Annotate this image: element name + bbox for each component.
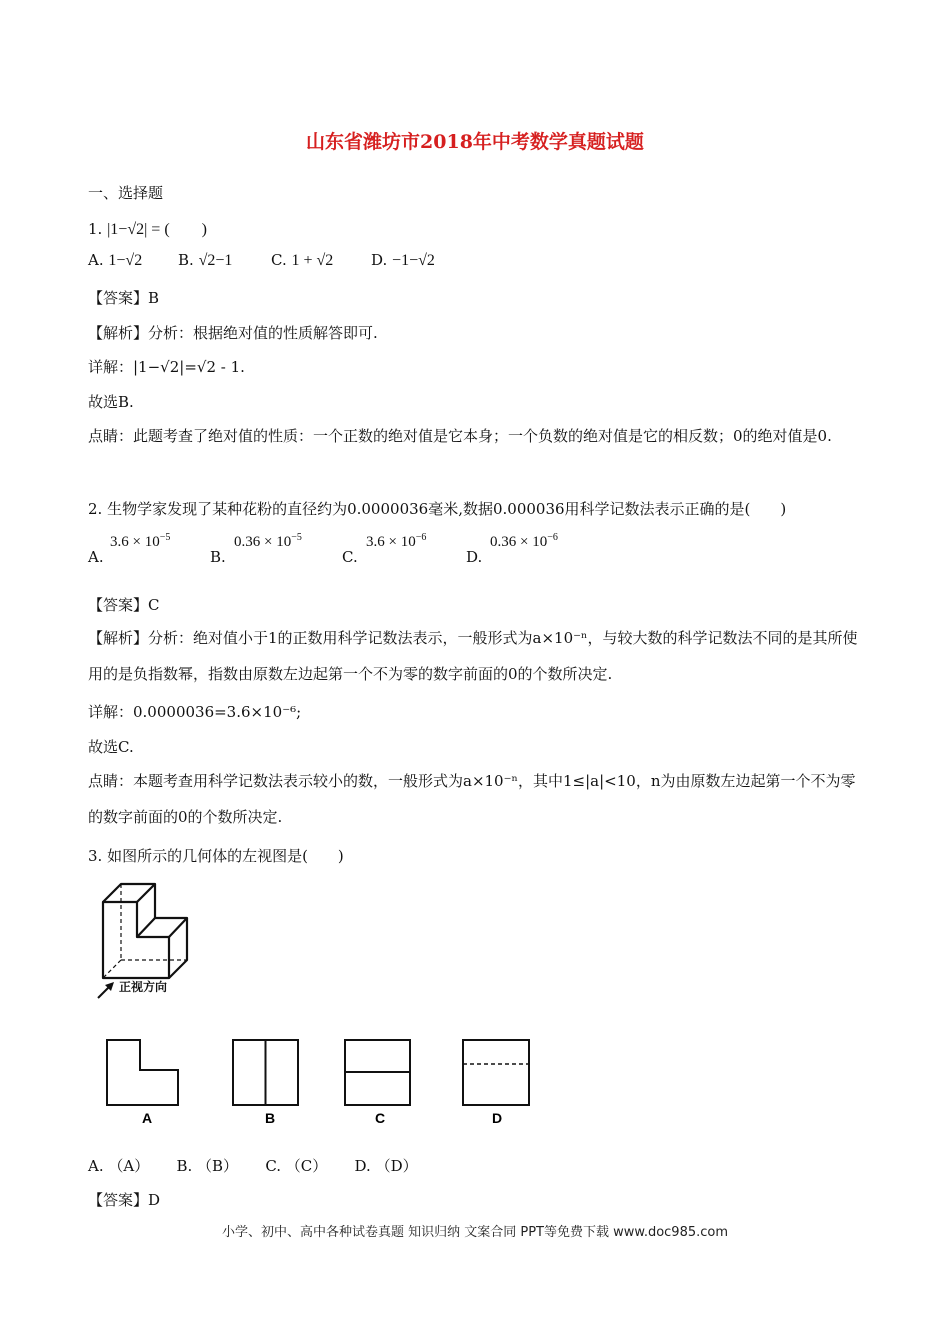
q1-stem xyxy=(88,216,207,239)
q2-option-c-letter: C. xyxy=(342,548,358,566)
section-heading: 一、选择题 xyxy=(88,184,164,202)
q1-answer: 【答案】B xyxy=(88,289,160,307)
q1-note: 点睛：此题考查了绝对值的性质：一个正数的绝对值是它本身；一个负数的绝对值是它的相反数；0的绝对值是0. xyxy=(88,427,832,445)
q3-stem: 3. 如图所示的几何体的左视图是( ) xyxy=(88,847,344,865)
q1-option-b: B. √2−1 xyxy=(178,251,233,269)
page-footer: 小学、初中、高中各种试卷真题 知识归纳 文案合同 PPT等免费下载 www.doc985.com xyxy=(221,1225,729,1240)
choice-a-shape xyxy=(107,1040,178,1105)
page-title: 山东省潍坊市2018年中考数学真题试题 xyxy=(306,131,644,153)
q2-option-a-letter: A. xyxy=(88,548,104,566)
q1-option-a: A. 1−√2 xyxy=(88,251,143,269)
q2-option-d-letter: D. xyxy=(466,548,483,566)
q1-option-c: C. 1 + √2 xyxy=(271,251,334,269)
q2-option-c-value: $3.6 \times 10^{-6}$ xyxy=(366,532,427,550)
q1-analysis: 【解析】分析：根据绝对值的性质解答即可. xyxy=(88,324,378,342)
q1-detail: 详解：|1−√2|=√2 - 1. xyxy=(88,358,245,376)
q2-detail: 详解：0.0000036=3.6×10⁻⁶; xyxy=(88,703,302,721)
q1-option-d: D. −1−√2 xyxy=(371,251,435,269)
choice-d-label: D xyxy=(491,1110,503,1126)
q2-option-b-value: $0.36 \times 10^{-5}$ xyxy=(234,532,302,550)
choice-a-label: A xyxy=(141,1110,153,1126)
q3-options: A. （A） B. （B） C. （C） D. （D） xyxy=(88,1157,418,1175)
q1-number: 1. xyxy=(88,220,103,238)
view-choices xyxy=(100,1035,550,1130)
choice-b-label: B xyxy=(264,1110,276,1126)
choice-c-label: C xyxy=(374,1110,386,1126)
figure-caption: 正视方向 xyxy=(119,980,168,994)
q2-option-a-value: $3.6 \times 10^{-5}$ xyxy=(110,532,171,550)
q2-option-d-value: $0.36 \times 10^{-6}$ xyxy=(490,532,558,550)
q2-note: 点睛：本题考查用科学记数法表示较小的数，一般形式为a×10⁻ⁿ，其中1≤|a|<10，n为由原数左边起第一个不为零的数字前面的0的个数所决定. xyxy=(88,772,856,826)
q2-analysis: 【解析】分析：绝对值小于1的正数用科学记数法表示，一般形式为a×10⁻ⁿ，与较大数的科学记数法不同的是其所使用的是负指数幂，指数由原数左边起第一个不为零的数字前面的0的个数所决定. xyxy=(88,629,858,683)
q3-answer: 【答案】D xyxy=(88,1191,161,1209)
choice-d-shape xyxy=(463,1040,529,1105)
q2-stem: 2. 生物学家发现了某种花粉的直径约为0.0000036毫米,数据0.000036用科学记数法表示正确的是( ) xyxy=(88,500,787,518)
q2-option-b-letter: B. xyxy=(210,548,226,566)
q2-answer: 【答案】C xyxy=(88,596,160,614)
q1-choose: 故选B. xyxy=(88,393,134,411)
q2-choose: 故选C. xyxy=(88,738,134,756)
view-direction-arrow xyxy=(98,982,114,998)
q1-expression: |1−√2| = ( ) xyxy=(107,221,207,238)
